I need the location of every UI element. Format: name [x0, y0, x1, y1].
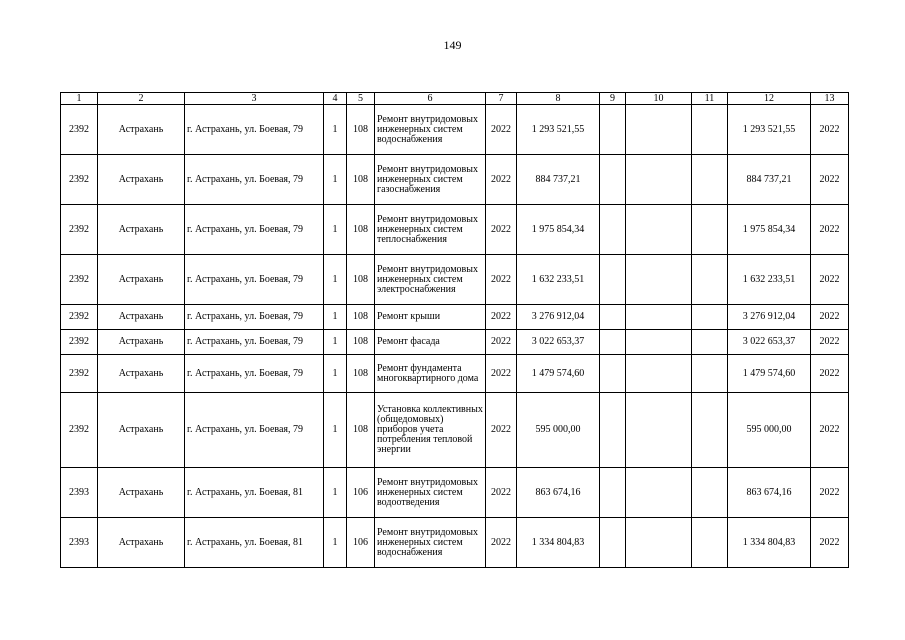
- column-4-cell: 1: [324, 518, 347, 568]
- column-11-cell: [692, 355, 728, 393]
- column-10-cell: [626, 255, 692, 305]
- column-header: 12: [728, 93, 811, 105]
- cost-cell: 595 000,00: [517, 393, 600, 468]
- year-cell: 2022: [486, 468, 517, 518]
- year-cell: 2022: [486, 305, 517, 330]
- municipality-cell: Астрахань: [98, 518, 185, 568]
- column-9-cell: [600, 330, 626, 355]
- column-4-cell: 1: [324, 155, 347, 205]
- address-cell: г. Астрахань, ул. Боевая, 79: [185, 205, 324, 255]
- column-9-cell: [600, 393, 626, 468]
- column-header: 3: [185, 93, 324, 105]
- municipality-cell: Астрахань: [98, 355, 185, 393]
- work-type-cell: Ремонт внутридомовых инженерных систем теплоснабжения: [375, 205, 486, 255]
- total-cost-cell: 3 276 912,04: [728, 305, 811, 330]
- municipality-cell: Астрахань: [98, 393, 185, 468]
- work-type-cell: Ремонт крыши: [375, 305, 486, 330]
- total-cost-cell: 1 632 233,51: [728, 255, 811, 305]
- column-5-cell: 108: [347, 330, 375, 355]
- year-cell: 2022: [486, 255, 517, 305]
- registry-table: [60, 92, 849, 568]
- column-header: 9: [600, 93, 626, 105]
- municipality-cell: Астрахань: [98, 155, 185, 205]
- column-4-cell: 1: [324, 468, 347, 518]
- work-type-cell: Ремонт внутридомовых инженерных систем электроснабжения: [375, 255, 486, 305]
- column-10-cell: [626, 205, 692, 255]
- column-4-cell: 1: [324, 105, 347, 155]
- cost-cell: 1 479 574,60: [517, 355, 600, 393]
- municipality-cell: Астрахань: [98, 468, 185, 518]
- column-4-cell: 1: [324, 330, 347, 355]
- cost-cell: 1 334 804,83: [517, 518, 600, 568]
- column-header: 7: [486, 93, 517, 105]
- column-9-cell: [600, 305, 626, 330]
- row-number-cell: 2392: [61, 205, 98, 255]
- column-header: 6: [375, 93, 486, 105]
- work-type-cell: Ремонт внутридомовых инженерных систем водоотведения: [375, 468, 486, 518]
- completion-year-cell: 2022: [811, 355, 849, 393]
- column-5-cell: 108: [347, 205, 375, 255]
- column-10-cell: [626, 518, 692, 568]
- total-cost-cell: 1 975 854,34: [728, 205, 811, 255]
- column-header: 2: [98, 93, 185, 105]
- column-9-cell: [600, 255, 626, 305]
- column-5-cell: 108: [347, 355, 375, 393]
- column-number-row: [61, 93, 849, 105]
- column-header: 4: [324, 93, 347, 105]
- column-5-cell: 108: [347, 393, 375, 468]
- page-number: 149: [443, 38, 462, 52]
- table-row: [61, 393, 849, 468]
- completion-year-cell: 2022: [811, 305, 849, 330]
- column-4-cell: 1: [324, 305, 347, 330]
- row-number-cell: 2392: [61, 393, 98, 468]
- column-10-cell: [626, 105, 692, 155]
- column-header: 5: [347, 93, 375, 105]
- column-4-cell: 1: [324, 393, 347, 468]
- total-cost-cell: 1 479 574,60: [728, 355, 811, 393]
- cost-cell: 1 975 854,34: [517, 205, 600, 255]
- column-4-cell: 1: [324, 355, 347, 393]
- address-cell: г. Астрахань, ул. Боевая, 79: [185, 105, 324, 155]
- municipality-cell: Астрахань: [98, 205, 185, 255]
- column-10-cell: [626, 330, 692, 355]
- year-cell: 2022: [486, 105, 517, 155]
- completion-year-cell: 2022: [811, 393, 849, 468]
- address-cell: г. Астрахань, ул. Боевая, 79: [185, 155, 324, 205]
- year-cell: 2022: [486, 393, 517, 468]
- total-cost-cell: 1 334 804,83: [728, 518, 811, 568]
- column-11-cell: [692, 305, 728, 330]
- work-type-cell: Ремонт внутридомовых инженерных систем водоснабжения: [375, 105, 486, 155]
- year-cell: 2022: [486, 155, 517, 205]
- column-9-cell: [600, 155, 626, 205]
- address-cell: г. Астрахань, ул. Боевая, 79: [185, 255, 324, 305]
- completion-year-cell: 2022: [811, 155, 849, 205]
- municipality-cell: Астрахань: [98, 305, 185, 330]
- column-11-cell: [692, 205, 728, 255]
- address-cell: г. Астрахань, ул. Боевая, 81: [185, 518, 324, 568]
- address-cell: г. Астрахань, ул. Боевая, 79: [185, 305, 324, 330]
- column-9-cell: [600, 468, 626, 518]
- column-header: 11: [692, 93, 728, 105]
- column-5-cell: 108: [347, 105, 375, 155]
- cost-cell: 1 293 521,55: [517, 105, 600, 155]
- year-cell: 2022: [486, 205, 517, 255]
- column-9-cell: [600, 105, 626, 155]
- column-11-cell: [692, 155, 728, 205]
- row-number-cell: 2392: [61, 330, 98, 355]
- column-10-cell: [626, 393, 692, 468]
- column-11-cell: [692, 255, 728, 305]
- column-5-cell: 106: [347, 468, 375, 518]
- table-row: [61, 330, 849, 355]
- column-header: 8: [517, 93, 600, 105]
- completion-year-cell: 2022: [811, 330, 849, 355]
- cost-cell: 3 276 912,04: [517, 305, 600, 330]
- work-type-cell: Ремонт фасада: [375, 330, 486, 355]
- column-9-cell: [600, 518, 626, 568]
- row-number-cell: 2392: [61, 105, 98, 155]
- address-cell: г. Астрахань, ул. Боевая, 79: [185, 355, 324, 393]
- table-row: [61, 305, 849, 330]
- year-cell: 2022: [486, 330, 517, 355]
- total-cost-cell: 884 737,21: [728, 155, 811, 205]
- column-header: 13: [811, 93, 849, 105]
- column-header: 1: [61, 93, 98, 105]
- column-4-cell: 1: [324, 205, 347, 255]
- table-row: [61, 205, 849, 255]
- municipality-cell: Астрахань: [98, 255, 185, 305]
- column-10-cell: [626, 355, 692, 393]
- cost-cell: 863 674,16: [517, 468, 600, 518]
- total-cost-cell: 595 000,00: [728, 393, 811, 468]
- row-number-cell: 2393: [61, 518, 98, 568]
- row-number-cell: 2392: [61, 155, 98, 205]
- column-5-cell: 108: [347, 305, 375, 330]
- address-cell: г. Астрахань, ул. Боевая, 81: [185, 468, 324, 518]
- row-number-cell: 2392: [61, 255, 98, 305]
- column-5-cell: 108: [347, 155, 375, 205]
- completion-year-cell: 2022: [811, 205, 849, 255]
- work-type-cell: Установка коллективных (общедомовых) приборов учета потребления тепловой энергии: [375, 393, 486, 468]
- column-5-cell: 106: [347, 518, 375, 568]
- column-10-cell: [626, 155, 692, 205]
- table-row: [61, 518, 849, 568]
- column-header: 10: [626, 93, 692, 105]
- row-number-cell: 2392: [61, 305, 98, 330]
- completion-year-cell: 2022: [811, 105, 849, 155]
- table-row: [61, 255, 849, 305]
- table-row: [61, 105, 849, 155]
- column-4-cell: 1: [324, 255, 347, 305]
- cost-cell: 884 737,21: [517, 155, 600, 205]
- year-cell: 2022: [486, 355, 517, 393]
- column-11-cell: [692, 330, 728, 355]
- work-type-cell: Ремонт внутридомовых инженерных систем водоснабжения: [375, 518, 486, 568]
- address-cell: г. Астрахань, ул. Боевая, 79: [185, 330, 324, 355]
- work-type-cell: Ремонт внутридомовых инженерных систем газоснабжения: [375, 155, 486, 205]
- row-number-cell: 2393: [61, 468, 98, 518]
- cost-cell: 1 632 233,51: [517, 255, 600, 305]
- year-cell: 2022: [486, 518, 517, 568]
- total-cost-cell: 1 293 521,55: [728, 105, 811, 155]
- table-row: [61, 355, 849, 393]
- completion-year-cell: 2022: [811, 518, 849, 568]
- total-cost-cell: 863 674,16: [728, 468, 811, 518]
- row-number-cell: 2392: [61, 355, 98, 393]
- cost-cell: 3 022 653,37: [517, 330, 600, 355]
- address-cell: г. Астрахань, ул. Боевая, 79: [185, 393, 324, 468]
- completion-year-cell: 2022: [811, 255, 849, 305]
- column-11-cell: [692, 105, 728, 155]
- work-type-cell: Ремонт фундамента многоквартирного дома: [375, 355, 486, 393]
- column-11-cell: [692, 393, 728, 468]
- municipality-cell: Астрахань: [98, 330, 185, 355]
- table-row: [61, 468, 849, 518]
- total-cost-cell: 3 022 653,37: [728, 330, 811, 355]
- completion-year-cell: 2022: [811, 468, 849, 518]
- municipality-cell: Астрахань: [98, 105, 185, 155]
- table-row: [61, 155, 849, 205]
- column-5-cell: 108: [347, 255, 375, 305]
- column-9-cell: [600, 205, 626, 255]
- column-9-cell: [600, 355, 626, 393]
- column-10-cell: [626, 305, 692, 330]
- column-11-cell: [692, 518, 728, 568]
- column-11-cell: [692, 468, 728, 518]
- column-10-cell: [626, 468, 692, 518]
